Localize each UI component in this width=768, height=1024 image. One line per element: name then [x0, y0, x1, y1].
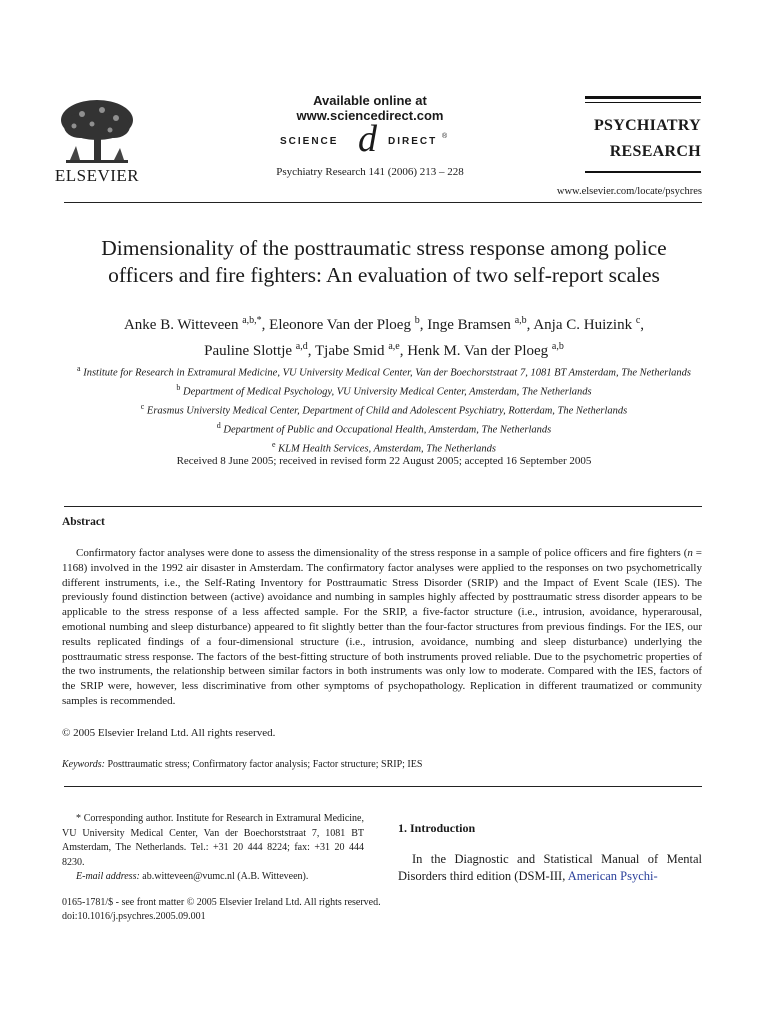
- affiliation-key: c: [140, 402, 145, 411]
- title-line-1: Dimensionality of the posttraumatic stress response among police: [101, 236, 667, 260]
- author-name[interactable]: Henk M. Van der Ploeg: [407, 343, 549, 359]
- affiliation-key: a: [77, 364, 81, 373]
- author-affil-sup[interactable]: a,b: [551, 341, 564, 352]
- introduction-text: In the Diagnostic and Statistical Manual of Mental Disorders third edition (DSM-III,: [398, 852, 702, 883]
- keywords-text: Posttraumatic stress; Confirmatory factor analysis; Factor structure; SRIP; IES: [107, 759, 423, 770]
- doi-link[interactable]: doi:10.1016/j.psychres.2005.09.001: [62, 910, 206, 922]
- issn-doi-block: [62, 896, 381, 923]
- affiliation-key: d: [216, 421, 221, 430]
- journal-name-line2: RESEARCH: [609, 143, 701, 160]
- affiliation-item: [60, 400, 708, 419]
- affiliation-list: [60, 362, 708, 457]
- affiliation-text: Department of Medical Psychology, VU University Medical Center, Amsterdam, The Netherlands: [183, 386, 592, 398]
- affiliation-item: [60, 362, 708, 381]
- introduction-body: [398, 851, 702, 884]
- author-affil-sup[interactable]: b: [414, 315, 420, 326]
- abstract-n-symbol: n: [687, 547, 693, 559]
- abstract-divider-bottom: [64, 786, 702, 787]
- affiliation-text: Erasmus University Medical Center, Department of Child and Adolescent Psychiatry, Rotterdam, The Netherlands: [146, 405, 628, 417]
- affiliation-key: b: [176, 383, 181, 392]
- introduction-heading: 1. Introduction: [398, 821, 476, 835]
- author-affil-sup[interactable]: a,b: [514, 315, 527, 326]
- journal-rule-top: [585, 96, 701, 99]
- author-affil-sup[interactable]: c: [635, 315, 641, 326]
- corresponding-author-text: * Corresponding author. Institute for Research in Extramural Medicine, VU University Medical Center, Van der Boechorststraat 7, 1081 BT Amsterdam, The Netherlands. Tel.: +31 20 444 8224; fax: +31 20 444 8230.: [62, 813, 364, 868]
- abstract-text-part1: Confirmatory factor analyses were done to assess the dimensionality of the stress response in a sample of police officers and fire fighters (: [76, 547, 688, 559]
- author-affil-sup[interactable]: a,b,*: [242, 315, 262, 326]
- author-name[interactable]: Tjabe Smid: [314, 343, 385, 359]
- author-name[interactable]: Anja C. Huizink: [533, 317, 633, 333]
- sd-logo-reg-mark: ®: [442, 133, 448, 140]
- journal-citation: Psychiatry Research 141 (2006) 213 – 228: [276, 166, 464, 178]
- header-divider: [64, 202, 702, 203]
- email-link[interactable]: ab.witteveen@vumc.nl (A.B. Witteveen).: [142, 871, 309, 882]
- title-line-2: officers and fire fighters: An evaluation of two self-report scales: [108, 263, 660, 287]
- author-name[interactable]: Eleonore Van der Ploeg: [269, 317, 411, 333]
- journal-url-link[interactable]: www.elsevier.com/locate/psychres: [556, 186, 702, 197]
- affiliation-text: Institute for Research in Extramural Medicine, VU University Medical Center, Van der Boechorststraat 7, 1081 BT Amsterdam, The Netherlands: [83, 367, 691, 379]
- keywords-line: [62, 759, 422, 770]
- corresponding-author-footnote: [62, 812, 364, 885]
- sd-logo-mark: d: [358, 118, 377, 160]
- author-affil-sup[interactable]: a,d: [295, 341, 308, 352]
- journal-rule-top-thin: [585, 102, 701, 103]
- affiliation-key: e: [271, 440, 276, 449]
- available-online-text: Available online at www.sciencedirect.com: [296, 93, 444, 123]
- journal-name-line1: PSYCHIATRY: [593, 117, 701, 134]
- affiliation-text: KLM Health Services, Amsterdam, The Netherlands: [278, 443, 497, 455]
- affiliation-text: Department of Public and Occupational Health, Amsterdam, The Netherlands: [223, 424, 552, 436]
- abstract-divider-top: [64, 506, 702, 507]
- affiliation-item: [60, 419, 708, 438]
- journal-rule-bottom: [585, 171, 701, 173]
- author-affil-sup[interactable]: a,e: [388, 341, 400, 352]
- sd-logo-left-text: SCIENCE: [280, 136, 339, 147]
- author-list: Anke B. Witteveen $^{a,b,*}$, Eleonore Van der Ploeg $^b$, Inge Bramsen $^{a,b}$, Anja C. Huizink $^c$, Pauline Slottje $^{a,d}$, Tjabe Smid $^{a,e}$, Henk M. Van der Ploeg $^{a,b}$: [123, 315, 645, 359]
- issn-line: 0165-1781/$ - see front matter © 2005 Elsevier Ireland Ltd. All rights reserved.: [62, 897, 381, 908]
- abstract-body: [62, 546, 702, 709]
- sciencedirect-logo: [280, 118, 470, 162]
- abstract-text-part2: = 1168) involved in the 1992 air disaster in Amsterdam. The confirmatory factor analyses were applied to the responses on two psychometrically different instruments, i.e., the Self-Rating Inventory for Posttraumatic Stress Disorder (SRIP) and the Impact of Event Scale (IES). The previously found distinction between (active) avoidance and numbing in samples highly affected by posttraumatic stress disorder appears to be applicable to the stress response of a less affected sample. For the SRIP, a five-factor structure (i.e., intrusion, avoidance, hyperarousal, emotional numbing and sleep disturbance) appeared to fit slightly better than the four-factor structures from previous findings. For the IES, our results replicated findings of a four-dimensional structure (i.e., intrusion, avoidance, numbing and sleep disturbance) underlying the posttraumatic stress response. The factors of the best-fitting structure of both instruments proved reliable. Due to the psychometric properties of the two instruments, the relationship between similar factors in both instruments was only low to moderate. Compared with the IES, factors of the SRIP were, however, less discriminative from other symptoms of psychopathology. Replication in different traumatized or community samples is recommended.: [62, 547, 702, 707]
- author-name[interactable]: Anke B. Witteveen: [123, 317, 239, 333]
- article-title: [50, 235, 718, 289]
- email-label: E-mail address:: [76, 871, 140, 882]
- abstract-copyright: © 2005 Elsevier Ireland Ltd. All rights reserved.: [62, 727, 276, 739]
- author-name[interactable]: Pauline Slottje: [204, 343, 293, 359]
- keywords-label: Keywords:: [62, 759, 105, 770]
- affiliation-item: [60, 381, 708, 400]
- received-dates: Received 8 June 2005; received in revised form 22 August 2005; accepted 16 September 2005: [176, 455, 592, 467]
- abstract-heading: Abstract: [62, 516, 105, 528]
- author-name[interactable]: Inge Bramsen: [427, 317, 511, 333]
- publisher-name: ELSEVIER: [54, 166, 140, 185]
- citation-link[interactable]: American Psychi-: [567, 868, 658, 883]
- sd-logo-right-text: DIRECT: [388, 136, 438, 147]
